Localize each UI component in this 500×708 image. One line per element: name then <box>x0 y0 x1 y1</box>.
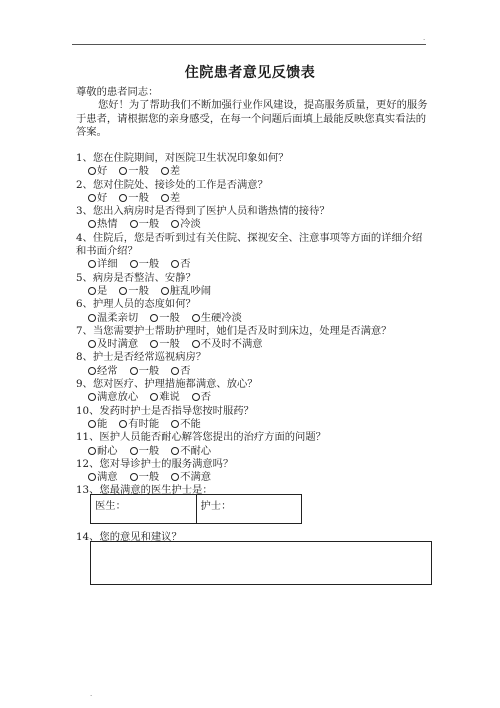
radio-option[interactable] <box>150 312 180 325</box>
option-group <box>76 258 436 271</box>
radio-option[interactable] <box>130 218 160 231</box>
question-item <box>76 351 436 378</box>
question-item <box>76 298 436 325</box>
question-text: 2、您对住院处、接诊处的工作是否满意？ <box>76 178 268 191</box>
option-label: 满意放心 <box>97 391 139 404</box>
radio-option[interactable] <box>150 338 180 351</box>
radio-circle-icon[interactable] <box>88 447 96 455</box>
radio-circle-icon[interactable] <box>88 367 96 375</box>
question-text: 1、您在住院期间，对医院卫生状况印象如何？ <box>76 152 289 164</box>
option-label: 一般 <box>138 258 160 271</box>
radio-circle-icon[interactable] <box>88 393 96 401</box>
radio-option[interactable] <box>88 445 118 458</box>
radio-circle-icon[interactable] <box>130 367 138 375</box>
option-group <box>76 165 436 178</box>
radio-circle-icon[interactable] <box>119 194 127 202</box>
intro-block <box>76 86 432 140</box>
radio-circle-icon[interactable] <box>119 167 127 175</box>
option-label: 好 <box>97 191 108 204</box>
option-label: 否 <box>180 364 191 377</box>
option-label: 一般 <box>159 338 180 351</box>
radio-circle-icon[interactable] <box>88 314 96 322</box>
option-label: 不及时不满意 <box>200 338 263 351</box>
question-13: 13、您最满意的医生护士是： <box>76 484 213 497</box>
option-label: 差 <box>169 165 181 178</box>
radio-circle-icon[interactable] <box>119 420 127 428</box>
radio-circle-icon[interactable] <box>161 287 169 295</box>
suggestion-box[interactable] <box>90 541 432 585</box>
option-label: 一般 <box>138 444 160 457</box>
option-label: 有时能 <box>128 417 160 430</box>
question-text: 3、您出入病房时是否得到了医护人员和谐热情的接待？ <box>76 205 330 218</box>
option-label: 一般 <box>138 364 160 377</box>
option-label: 能 <box>97 417 108 430</box>
question-item <box>76 405 436 432</box>
option-label: 详细 <box>97 258 118 271</box>
q13-answer-box <box>90 494 302 524</box>
radio-option[interactable] <box>88 192 107 205</box>
radio-circle-icon[interactable] <box>171 420 179 428</box>
option-group <box>76 365 436 378</box>
option-label: 一般 <box>138 218 160 231</box>
question-item <box>76 431 436 458</box>
radio-circle-icon[interactable] <box>88 194 96 202</box>
intro-text: 您好！为了帮助我们不断加强行业作风建设，提高服务质量，更好的服务于患者，请根据您的亲身感受，在每一个问题后面填上最能反映您真实看法的答案。 <box>76 99 428 139</box>
option-label: 温柔亲切 <box>97 311 139 324</box>
option-label: 不能 <box>180 417 201 430</box>
option-group <box>76 418 436 431</box>
radio-option[interactable] <box>171 218 201 231</box>
question-text: 7、当您需要护士帮助护理时，她们是否及时到床边，处理是否满意？ <box>76 324 392 337</box>
radio-option[interactable] <box>88 471 118 484</box>
radio-circle-icon[interactable] <box>88 220 96 228</box>
radio-option[interactable] <box>88 258 118 271</box>
radio-option[interactable] <box>119 192 149 205</box>
radio-circle-icon[interactable] <box>130 447 138 455</box>
radio-circle-icon[interactable] <box>161 194 169 202</box>
radio-option[interactable] <box>130 445 160 458</box>
radio-circle-icon[interactable] <box>88 420 96 428</box>
radio-circle-icon[interactable] <box>130 473 138 481</box>
option-label: 否 <box>200 391 212 404</box>
radio-circle-icon[interactable] <box>192 314 200 322</box>
radio-circle-icon[interactable] <box>171 260 179 268</box>
radio-option[interactable] <box>88 312 138 325</box>
question-text: 9、您对医疗、护理措施都满意、放心？ <box>76 378 258 391</box>
option-label: 一般 <box>128 165 149 178</box>
option-label: 及时满意 <box>97 338 139 351</box>
option-group <box>76 445 436 458</box>
radio-circle-icon[interactable] <box>88 287 96 295</box>
option-label: 是 <box>97 284 108 297</box>
radio-option[interactable] <box>161 192 180 205</box>
radio-option[interactable] <box>130 471 160 484</box>
radio-circle-icon[interactable] <box>88 260 96 268</box>
radio-option[interactable] <box>161 285 211 298</box>
option-group <box>76 285 436 298</box>
radio-circle-icon[interactable] <box>130 220 138 228</box>
radio-circle-icon[interactable] <box>171 473 179 481</box>
radio-option[interactable] <box>150 391 180 404</box>
option-label: 一般 <box>128 284 149 297</box>
radio-option[interactable] <box>119 165 149 178</box>
radio-option[interactable] <box>88 338 138 351</box>
question-14: 14、您的意见和建议？ <box>76 531 182 543</box>
radio-circle-icon[interactable] <box>192 340 200 348</box>
question-text: 6、护理人员的态度如何？ <box>76 298 196 311</box>
option-label: 冷淡 <box>180 218 201 231</box>
header-rule <box>72 44 426 45</box>
question-text: 4、住院后，您是否听到过有关住院、探视安全、注意事项等方面的详细介绍和书面介绍？ <box>76 231 423 258</box>
option-label: 生硬冷淡 <box>200 311 242 324</box>
radio-option[interactable] <box>171 471 211 484</box>
radio-circle-icon[interactable] <box>150 393 158 401</box>
question-item <box>76 272 436 299</box>
question-item <box>76 325 436 352</box>
option-group <box>76 192 436 205</box>
radio-option[interactable] <box>88 418 107 431</box>
question-item <box>76 378 436 405</box>
question-item <box>76 179 436 206</box>
doctor-field[interactable] <box>91 495 196 523</box>
option-label: 经常 <box>97 364 118 377</box>
radio-option[interactable] <box>130 365 160 378</box>
option-label: 脏乱吵闹 <box>169 284 212 297</box>
nurse-field[interactable] <box>196 495 302 523</box>
footer-mark: . <box>90 690 93 698</box>
question-text: 8、护士是否经常巡视病房？ <box>76 351 207 364</box>
radio-circle-icon[interactable] <box>192 393 200 401</box>
option-label: 不耐心 <box>180 444 212 457</box>
doctor-label: 医生： <box>95 500 126 512</box>
radio-circle-icon[interactable] <box>119 287 127 295</box>
option-label: 热情 <box>97 218 118 231</box>
radio-option[interactable] <box>171 418 201 431</box>
radio-circle-icon[interactable] <box>150 340 158 348</box>
option-label: 一般 <box>138 471 160 484</box>
radio-circle-icon[interactable] <box>171 220 179 228</box>
nurse-label: 护士： <box>200 500 232 512</box>
question-item <box>76 205 436 232</box>
question-item <box>76 152 436 179</box>
radio-circle-icon[interactable] <box>130 260 138 268</box>
option-label: 难说 <box>159 391 180 404</box>
radio-circle-icon[interactable] <box>88 167 96 175</box>
option-group <box>76 312 436 325</box>
radio-option[interactable] <box>88 285 107 298</box>
radio-circle-icon[interactable] <box>171 367 179 375</box>
radio-option[interactable] <box>88 218 118 231</box>
radio-circle-icon[interactable] <box>171 447 179 455</box>
radio-circle-icon[interactable] <box>88 340 96 348</box>
option-label: 一般 <box>128 191 149 204</box>
option-label: 否 <box>180 258 191 271</box>
option-group <box>76 218 436 231</box>
header-mark: . <box>423 34 426 42</box>
greeting: 尊敬的患者同志： <box>76 86 159 98</box>
radio-option[interactable] <box>88 165 107 178</box>
radio-option[interactable] <box>192 338 263 351</box>
option-label: 好 <box>97 165 108 178</box>
radio-circle-icon[interactable] <box>88 473 96 481</box>
question-item <box>76 458 436 485</box>
radio-option[interactable] <box>161 165 180 178</box>
radio-option[interactable] <box>130 258 160 271</box>
radio-option[interactable] <box>88 365 118 378</box>
question-text: 5、病房是否整洁、安静？ <box>76 271 196 284</box>
question-text: 12、您对导诊护士的服务满意吗？ <box>76 457 234 470</box>
option-group <box>76 471 436 484</box>
radio-circle-icon[interactable] <box>150 314 158 322</box>
option-label: 耐心 <box>97 444 118 457</box>
option-label: 一般 <box>159 311 180 324</box>
option-label: 差 <box>169 191 181 204</box>
option-group <box>76 391 436 404</box>
radio-circle-icon[interactable] <box>161 167 169 175</box>
option-label: 满意 <box>97 471 118 484</box>
page-title: 住院患者意见反馈表 <box>184 65 316 81</box>
radio-option[interactable] <box>119 285 149 298</box>
question-text: 10、发药时护士是否指导您按时服药？ <box>76 404 254 417</box>
option-label: 不满意 <box>180 471 212 484</box>
radio-option[interactable] <box>171 365 190 378</box>
option-group <box>76 338 436 351</box>
question-list <box>76 152 436 498</box>
radio-option[interactable] <box>171 445 211 458</box>
radio-option[interactable] <box>192 312 242 325</box>
radio-option[interactable] <box>171 258 190 271</box>
radio-option[interactable] <box>192 391 211 404</box>
question-item <box>76 232 436 272</box>
radio-option[interactable] <box>88 391 138 404</box>
question-text: 11、医护人员能否耐心解答您提出的治疗方面的问题？ <box>76 431 326 444</box>
radio-option[interactable] <box>119 418 159 431</box>
